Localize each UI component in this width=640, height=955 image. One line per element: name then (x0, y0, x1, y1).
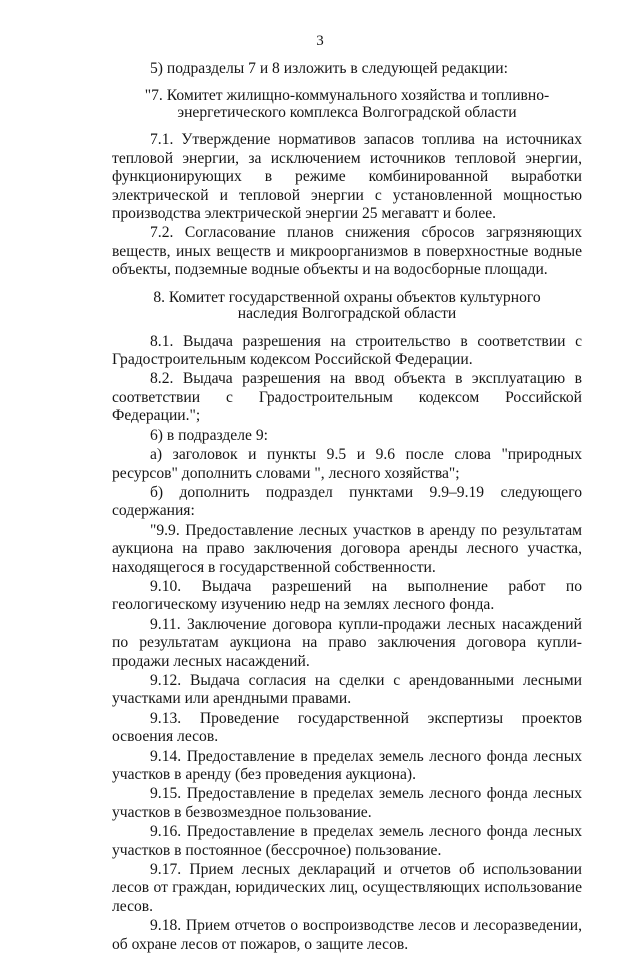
paragraph-b: б) дополнить подраздел пунктами 9.9–9.19 следующего содержания: (112, 483, 582, 520)
paragraph-8-1: 8.1. Выдача разрешения на строительство в соответствии с Градостроительным кодексом Российской Федерации. (112, 332, 582, 369)
document-body (112, 60, 582, 955)
paragraph-9-15: 9.15. Предоставление в пределах земель лесного фонда лесных участков в безвозмездное пользование. (112, 785, 582, 821)
paragraph-7-1: 7.1. Утверждение нормативов запасов топлива на источниках тепловой энергии, за исключением источников тепловой энергии, функционирующих в режиме комбинированной выработки электрической и тепловой энергии с установленной мощностью производства электрической энергии 25 мегаватт и более. (112, 131, 582, 223)
paragraph-7-2: 7.2. Согласование планов снижения сбросов загрязняющих веществ, иных веществ и микроорганизмов в поверхностные водные объекты, подземные водные объекты и на водосборные площади. (112, 224, 582, 279)
paragraph-a: а) заголовок и пункты 9.5 и 9.6 после слова "природных ресурсов" дополнить словами ", лесного хозяйства"; (112, 446, 582, 482)
paragraph-6: 6) в подразделе 9: (150, 426, 268, 444)
paragraph-9-16: 9.16. Предоставление в пределах земель лесного фонда лесных участков в постоянное (бессрочное) пользование. (112, 823, 582, 859)
heading-section-7: "7. Комитет жилищно-коммунального хозяйства и топливно-энергетического комплекса Волгоградской области (144, 87, 550, 121)
paragraph-8-2: 8.2. Выдача разрешения на ввод объекта в эксплуатацию в соответствии с Градостроительным кодексом Российской Федерации."; (112, 370, 582, 425)
heading-section-8: 8. Комитет государственной охраны объектов культурного наследия Волгоградской области (153, 288, 541, 323)
page-number: 3 (316, 33, 324, 49)
paragraph-9-18: 9.18. Прием отчетов о воспроизводстве лесов и лесоразведении, об охране лесов от пожаров, о защите лесов. (112, 917, 582, 953)
paragraph-9-9: "9.9. Предоставление лесных участков в аренду по результатам аукциона на право заключения договора аренды лесного участка, находящегося в государственной собственности. (112, 521, 582, 576)
paragraph-9-12: 9.12. Выдача согласия на сделки с арендованными лесными участками или арендными правами. (112, 671, 582, 708)
paragraph-intro-5: 5) подразделы 7 и 8 изложить в следующей редакции: (150, 60, 508, 77)
paragraph-9-10: 9.10. Выдача разрешений на выполнение работ по геологическому изучению недр на землях лесного фонда. (112, 577, 582, 614)
paragraph-9-14: 9.14. Предоставление в пределах земель лесного фонда лесных участков в аренду (без проведения аукциона). (112, 747, 582, 783)
paragraph-9-13: 9.13. Проведение государственной экспертизы проектов освоения лесов. (112, 709, 582, 746)
paragraph-9-11: 9.11. Заключение договора купли-продажи лесных насаждений по результатам аукциона на право заключения договора купли-продажи лесных насаждений. (112, 615, 582, 670)
paragraph-9-17: 9.17. Прием лесных деклараций и отчетов об использовании лесов от граждан, юридических лиц, осуществляющих использование лесов. (112, 861, 582, 915)
